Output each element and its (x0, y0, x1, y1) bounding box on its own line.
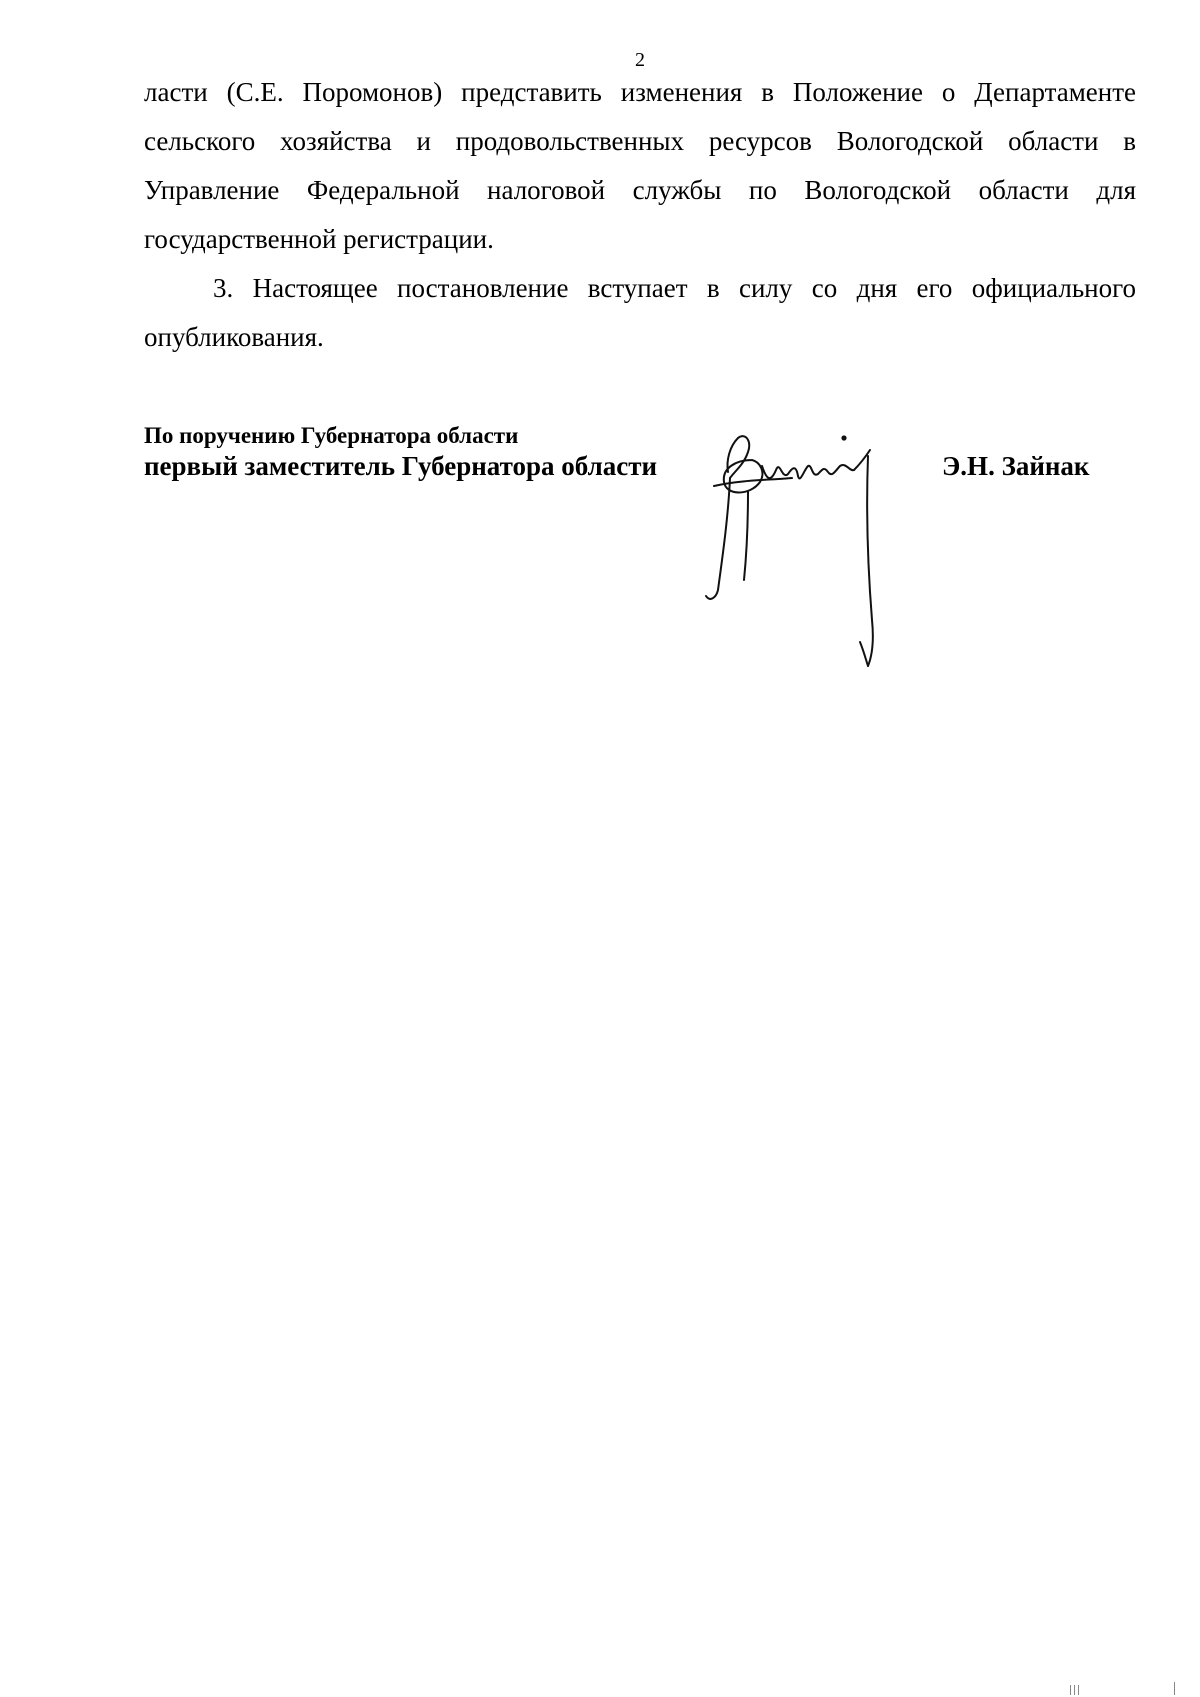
handwritten-signature-icon (700, 420, 920, 680)
scan-mark (1174, 1682, 1175, 1695)
page-number: 2 (635, 49, 645, 71)
scan-mark (1078, 1685, 1079, 1695)
paragraph-continuation: ласти (С.Е. Поромонов) представить изменения в Положение о Департаменте сельского хозяйства и продовольственных ресурсов Вологодской области в Управление Федеральной налоговой службы по Вологодской области для государственной регистрации. (144, 77, 1136, 254)
signer-name: Э.Н. Зайнак (942, 451, 1090, 481)
scan-mark (1074, 1685, 1075, 1695)
signature-position-line: первый заместитель Губернатора области (144, 451, 658, 481)
document-body (144, 68, 1136, 362)
scan-mark (1070, 1685, 1071, 1695)
paragraph-3-effective-date: 3. Настоящее постановление вступает в силу со дня его официального опубликования. (144, 273, 1136, 352)
signature-authority-line: По поручению Губернатора области (144, 423, 519, 448)
